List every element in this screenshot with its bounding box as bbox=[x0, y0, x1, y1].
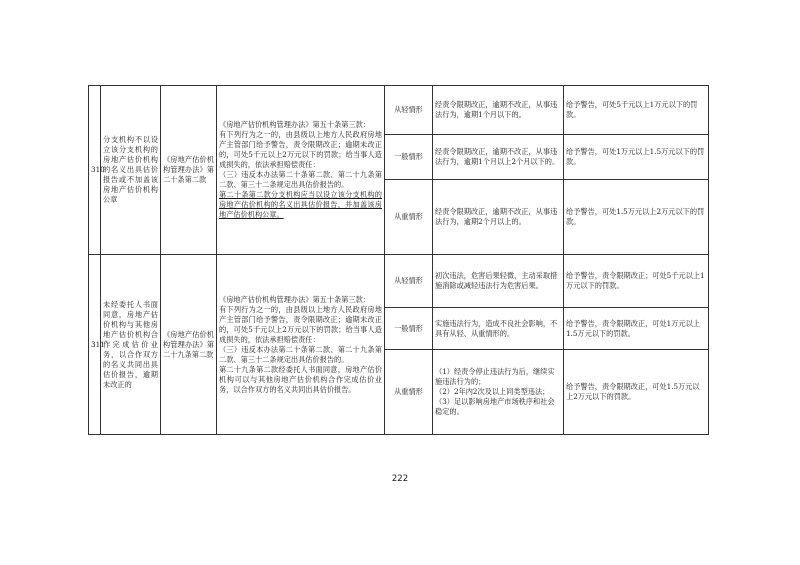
basis-line: （三）违反本办法第二十条第二款、第二十九条第二款、第三十二条规定出具估价报告的。 bbox=[219, 344, 382, 364]
basis-cell bbox=[217, 255, 385, 435]
circumstance-cell: 实施违法行为，造成不良社会影响，不具有从轻、从重情形的。 bbox=[433, 308, 564, 350]
circumstance-line: （1）经责令停止违法行为后，继续实施违法行为的； bbox=[435, 367, 555, 386]
circumstance-cell bbox=[433, 350, 564, 435]
circumstance-line: （3）足以影响房地产市场秩序和社会稳定的。 bbox=[435, 397, 555, 416]
circumstance-cell: 经责令限期改正，逾期不改正，从事违法行为，逾期2个月以上的。 bbox=[433, 180, 564, 255]
violation-cell: 分支机构不以设立该分支机构的房地产估价机构的名义出具估价报告或不加盖该房地产估价机构公章 bbox=[101, 86, 161, 255]
circumstance-line: （2）2年内2次及以上同类型违法； bbox=[435, 387, 550, 396]
penalty-cell: 给予警告，可处1.5万元以上2万元以下的罚款。 bbox=[564, 180, 709, 255]
row-number: 310 bbox=[89, 86, 101, 255]
row-number: 311 bbox=[89, 255, 101, 435]
penalty-cell: 给予警告，可处5千元以上1万元以下的罚款。 bbox=[564, 86, 709, 135]
severity-cell: 从重情形 bbox=[385, 350, 433, 435]
circumstance-cell: 初次违法，危害后果轻微，主动采取措施消除或减轻违法行为危害后果。 bbox=[433, 255, 564, 308]
basis-line: 有下列行为之一的，由县级以上地方人民政府房地产主管部门给予警告，责令限期改正；逾期未改正的，可处5千元以上2万元以下的罚款；给当事人造成损失的，依法承担赔偿责任： bbox=[219, 130, 382, 169]
severity-cell: 从轻情形 bbox=[385, 255, 433, 308]
severity-cell: 从重情形 bbox=[385, 180, 433, 255]
basis-cell bbox=[217, 86, 385, 255]
basis-line: （三）违反本办法第二十条第二款、第二十九条第二款、第三十二条规定出具估价报告的。 bbox=[219, 170, 382, 189]
basis-line: 《房地产估价机构管理办法》第五十条第三款： bbox=[219, 294, 370, 304]
table-row bbox=[89, 255, 709, 308]
penalty-cell: 给予警告，责令限期改正；可处5千元以上1万元以下的罚款。 bbox=[564, 255, 709, 308]
penalty-cell: 给予警告，责令限期改正，可处1.5万元以上2万元以下的罚款。 bbox=[564, 350, 709, 435]
circumstance-cell: 经责令限期改正，逾期不改正，从事违法行为，逾期1个月以上2个月以下的。 bbox=[433, 135, 564, 180]
table-row bbox=[89, 86, 709, 135]
law-cell: 《房地产估价机构管理办法》第二十条第二款 bbox=[161, 86, 217, 255]
basis-line: 第二十条第二款分支机构应当以设立该分支机构的房地产估价机构的名义出具估价报告，并加盖该房地产估价机构公章。 bbox=[219, 190, 382, 219]
regulation-table bbox=[88, 85, 709, 435]
severity-cell: 一般情形 bbox=[385, 308, 433, 350]
penalty-cell: 给予警告，责令限期改正，可处1万元以上1.5万元以下的罚款。 bbox=[564, 308, 709, 350]
severity-cell: 从轻情形 bbox=[385, 86, 433, 135]
severity-cell: 一般情形 bbox=[385, 135, 433, 180]
violation-cell: 未经委托人书面同意，房地产估价机构与其他房地产估价机构合作完成估价业务，以合作双方的名义共同出具估价报告，逾期未改正的 bbox=[101, 255, 161, 435]
penalty-cell: 给予警告，可处1万元以上1.5万元以下的罚款。 bbox=[564, 135, 709, 180]
circumstance-cell: 经责令限期改正，逾期不改正，从事违法行为，逾期1个月以下的。 bbox=[433, 86, 564, 135]
law-cell: 《房地产估价机构管理办法》第二十九条第二款 bbox=[161, 255, 217, 435]
page-number: 222 bbox=[391, 474, 409, 484]
basis-line: 有下列行为之一的，由县级以上地方人民政府房地产主管部门给予警告，责令限期改正；逾期未改正的，可处5千元以上2万元以下的罚款；给当事人造成损失的，依法承担赔偿责任： bbox=[219, 304, 382, 344]
basis-line: 《房地产估价机构管理办法》第五十条第三款： bbox=[219, 120, 370, 129]
basis-line: 第二十九条第二款经委托人书面同意，房地产估价机构可以与其他房地产估价机构合作完成估价业务，以合作双方的名义共同出具估价报告。 bbox=[219, 364, 382, 394]
